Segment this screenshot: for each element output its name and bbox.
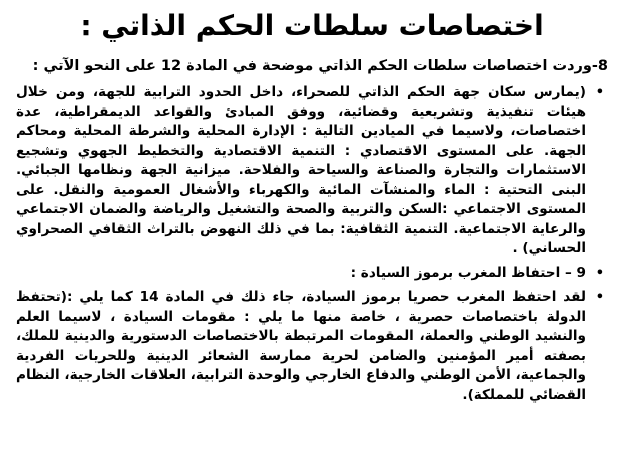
intro-line: 8-وردت اختصاصات سلطات الحكم الذاتي موضحة في المادة 12 على النحو الآتي :: [32, 58, 608, 74]
bullet-dot-icon: •: [595, 85, 604, 100]
bullet-item-sovereignty: [16, 288, 608, 405]
bullet-item-sovereignty-heading: [16, 264, 608, 284]
bullet-text: لقد احتفظ المغرب حصريا برموز السيادة، جاء ذلك في المادة 14 كما يلي :(تحتفظ الدولة باختصاصات حصرية ، خاصة منها ما يلي : مقومات السيادة ، لاسيما العلم والنشيد الوطني والعملة، المقومات المرتبطة بالاختصاصات الدستورية والدينية للملك، بصفته أمير المؤمنين والضامن لحرية ممارسة الشعائر الدينية وللحريات الفردية والجماعية، الأمن الوطني والدفاع الخارجي والوحدة الترابية، العلاقات الخارجية، النظام القضائي للمملكة).: [16, 289, 587, 403]
bullet-item-competences: [16, 83, 608, 259]
bullet-list: [16, 83, 608, 405]
bullet-dot-icon: •: [595, 290, 604, 305]
slide-title: اختصاصات سلطات الحكم الذاتي :: [80, 9, 544, 42]
bullet-text: 9 – احتفاظ المغرب برموز السيادة :: [350, 264, 586, 281]
bullet-dot-icon: •: [595, 265, 604, 281]
bullet-text: (يمارس سكان جهة الحكم الذاتي للصحراء، داخل الحدود الترابية للجهة، ومن خلال هيئات تنفيذية وتشريعية وقضائية، ووفق المبادئ والقواعد الديمقراطية، عدة اختصاصات، ولاسيما في الميادين التالية : الإدارة المحلية والشرطة المحلية ومحاكم الجهة. على المستوى الاقتصادي : التنمية الاقتصادية والتخطيط الجهوي وتشجيع الاستثمارات والتجارة والصناعة والسياحة والفلاحة. ميزانية الجهة ونظامها الجبائي. البنى التحتية : الماء والمنشآت المائية والكهرباء والأشغال العمومية والنقل. على المستوى الاجتماعي :السكن والتربية والصحة والتشغيل والرياضة والضمان الاجتماعي والرعاية الاجتماعية. التنمية الثقافية: بما في ذلك النهوض بالتراث الثقافي الصحراوي الحساني) .: [16, 84, 586, 256]
